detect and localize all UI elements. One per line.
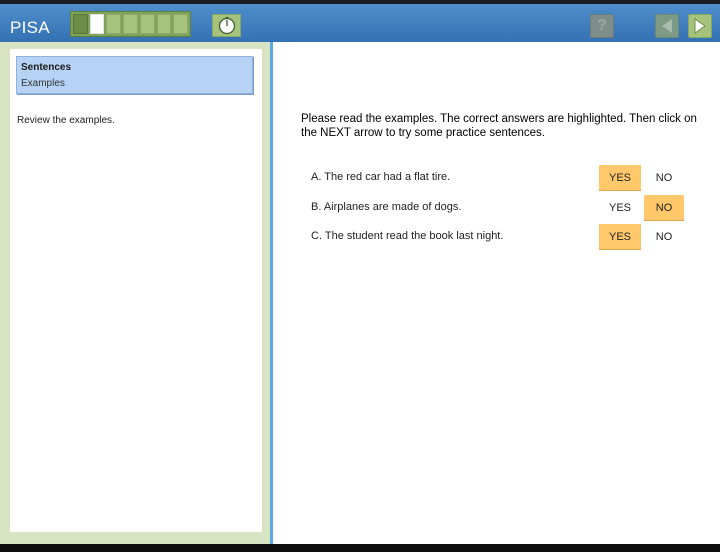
yes-option[interactable]: YES [599,165,641,191]
top-bar [0,4,720,43]
next-button[interactable] [688,14,712,38]
help-icon: ? [597,17,607,34]
no-option[interactable]: NO [655,172,673,184]
progress-segment [73,14,88,34]
instructions-prompt: Please read the examples. The correct answers are highlighted. Then click on the NEXT arrow to try some practice sentences. [301,113,697,139]
question-row [300,165,700,191]
back-button[interactable] [655,14,679,38]
question-text: A. The red car had a flat tire. [311,171,451,183]
help-button[interactable] [590,14,614,38]
question-text: C. The student read the book last night. [311,230,504,242]
bottom-strip [0,544,720,552]
no-option[interactable]: NO [655,231,673,243]
timer-button[interactable] [212,14,241,37]
timer-icon [218,17,236,35]
yes-option[interactable]: YES [608,202,631,214]
progress-segment [173,14,188,34]
sidebar-instructions: Review the examples. [17,115,115,126]
progress-segment [140,14,155,34]
brand-title: PISA [10,18,50,37]
progress-indicator [70,11,191,37]
section-card [16,56,253,94]
question-row [300,195,700,221]
progress-segment [157,14,172,34]
progress-segment [106,14,121,34]
no-option[interactable]: NO [644,195,684,221]
yes-option[interactable]: YES [599,224,641,250]
section-subtitle: Examples [21,78,65,89]
question-text: B. Airplanes are made of dogs. [311,201,462,213]
progress-segment [123,14,138,34]
back-arrow-icon [660,18,674,34]
question-row [300,224,700,250]
progress-segment-current [90,14,105,34]
next-arrow-icon [693,18,707,34]
section-title: Sentences [21,62,72,73]
